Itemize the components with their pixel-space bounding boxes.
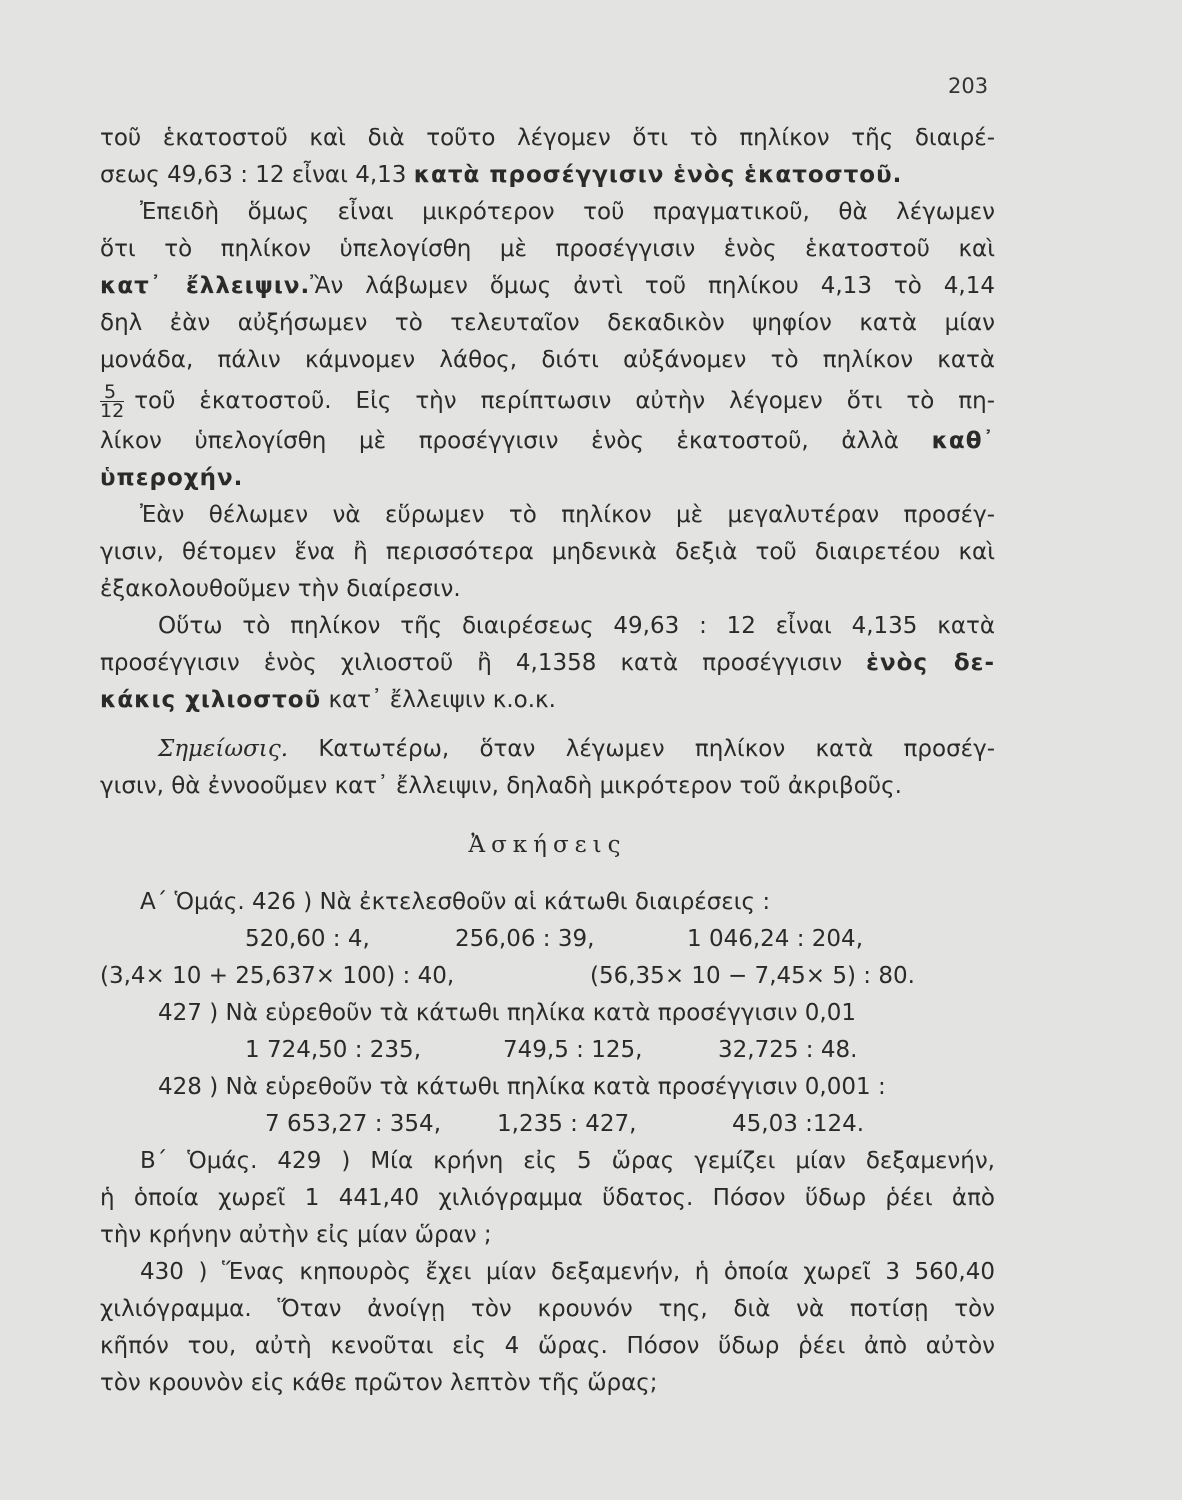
text-line: τὸν κρουνὸν εἰς κάθε πρῶτον λεπτὸν τῆς ὥρας;	[100, 1370, 658, 1396]
text-line: τὴν κρήνην αὐτὴν εἰς μίαν ὥραν ;	[100, 1222, 492, 1248]
paragraph-4	[100, 608, 995, 719]
page-content	[100, 120, 995, 1402]
exercise-428: 428 ) Νὰ εὑρεθοῦν τὰ κάτωθι πηλίκα κατὰ προσέγγισιν 0,001 :	[158, 1074, 886, 1100]
exercise-row	[100, 921, 995, 958]
bold-phrase: κατὰ προσέγγισιν ἑνὸς ἑκατοστοῦ.	[413, 162, 903, 188]
group-b-label: Β΄ Ὁμάς.	[140, 1148, 258, 1174]
paragraph-1	[100, 120, 995, 194]
text-line: κῆπόν του, αὐτὴ κενοῦται εἰς 4 ὥρας. Πόσον ὕδωρ ῥέει ἀπὸ αὐτὸν	[100, 1333, 995, 1359]
note-label: Σημείωσις.	[158, 736, 289, 762]
text-line: ἡ ὁποία χωρεῖ 1 441,40 χιλιόγραμμα ὕδατος. Πόσον ὕδωρ ῥέει ἀπὸ	[100, 1185, 995, 1211]
bold-phrase: ἑνὸς δε-	[866, 650, 996, 676]
exercise-item: 256,06 : 39,	[455, 926, 595, 952]
text-line: ὅτι τὸ πηλίκον ὑπελογίσθη μὲ προσέγγισιν ἑνὸς ἑκατοστοῦ καὶ	[100, 236, 995, 262]
text-line: Ἐὰν θέλωμεν νὰ εὕρωμεν τὸ πηλίκον μὲ μεγαλυτέραν προσέγ-	[140, 502, 995, 528]
text-line: γισιν, θέτομεν ἕνα ἢ περισσότερα μηδενικὰ δεξιὰ τοῦ διαιρετέου καὶ	[100, 539, 995, 565]
exercise-item: 1 724,50 : 235,	[245, 1037, 422, 1063]
text-line: προσέγγισιν ἑνὸς χιλιοστοῦ ἢ 4,1358 κατὰ προσέγγισιν ἑνὸς δε-	[100, 650, 996, 676]
exercise-item: 32,725 : 48.	[718, 1037, 858, 1063]
group-a-label: Α΄ Ὁμάς.	[140, 889, 245, 915]
fraction: $\frac{5}{12}$	[100, 381, 125, 422]
bold-phrase: ὑπεροχήν.	[100, 465, 244, 491]
text-line: Ἐπειδὴ ὅμως εἶναι μικρότερον τοῦ πραγματικοῦ, θὰ λέγωμεν	[140, 199, 995, 225]
exercise-row	[100, 1032, 995, 1069]
exercise-430: 430 ) Ἕνας κηπουρὸς ἔχει μίαν δεξαμενήν, ἡ ὁποία χωρεῖ 3 560,40	[140, 1259, 995, 1285]
note-paragraph	[100, 731, 995, 805]
exercise-426: Α΄ Ὁμάς. 426 ) Νὰ ἐκτελεσθοῦν αἱ κάτωθι διαιρέσεις :	[140, 889, 771, 915]
text-line: λίκον ὑπελογίσθη μὲ προσέγγισιν ἑνὸς ἑκατοστοῦ, ἀλλὰ καθ᾽	[100, 428, 996, 454]
text-line: χιλιόγραμμα. Ὅταν ἀνοίγῃ τὸν κρουνόν της, διὰ νὰ ποτίσῃ τὸν	[100, 1296, 995, 1322]
text-line	[100, 460, 995, 497]
exercise-row	[100, 958, 995, 995]
page-number: 203	[948, 74, 989, 98]
text-line: Σημείωσις. Κατωτέρω, ὅταν λέγωμεν πηλίκον κατὰ προσέγ-	[158, 736, 995, 762]
text-line: $\frac{5}{12}$ τοῦ ἑκατοστοῦ. Εἰς τὴν περίπτωσιν αὐτὴν λέγομεν ὅτι τὸ πη-	[100, 381, 995, 422]
bold-phrase: καθ᾽	[931, 428, 996, 454]
text-line: Οὕτω τὸ πηλίκον τῆς διαιρέσεως 49,63 : 12 εἶναι 4,135 κατὰ	[158, 613, 995, 639]
paragraph-3	[100, 497, 995, 608]
exercise-427: 427 ) Νὰ εὑρεθοῦν τὰ κάτωθι πηλίκα κατὰ προσέγγισιν 0,01	[158, 1000, 857, 1026]
exercise-row	[100, 1106, 995, 1143]
exercise-item: (3,4× 10 + 25,637× 100) : 40,	[100, 963, 455, 989]
exercises-section	[100, 884, 995, 1402]
text-line: κάκις χιλιοστοῦ κατ᾽ ἔλλειψιν κ.ο.κ.	[100, 687, 556, 713]
text-line: μονάδα, πάλιν κάμνομεν λάθος, διότι αὐξάνομεν τὸ πηλίκον κατὰ	[100, 347, 995, 373]
text-line: γισιν, θὰ ἐννοοῦμεν κατ᾽ ἔλλειψιν, δηλαδὴ μικρότερον τοῦ ἀκριβοῦς.	[100, 773, 902, 799]
text-line: τοῦ ἑκατοστοῦ καὶ διὰ τοῦτο λέγομεν ὅτι τὸ πηλίκον τῆς διαιρέ-	[100, 125, 995, 151]
exercise-item: 749,5 : 125,	[503, 1037, 643, 1063]
exercise-item: 7 653,27 : 354,	[265, 1111, 442, 1137]
bold-phrase: κάκις χιλιοστοῦ	[100, 687, 322, 713]
exercise-item: (56,35× 10 − 7,45× 5) : 80.	[590, 963, 915, 989]
exercise-item: 520,60 : 4,	[245, 926, 370, 952]
exercise-429: Β΄ Ὁμάς. 429 ) Μία κρήνη εἰς 5 ὥρας γεμίζει μίαν δεξαμενήν,	[140, 1148, 995, 1174]
bold-phrase: κατ᾽ ἔλλειψιν.	[100, 273, 311, 299]
exercise-item: 1,235 : 427,	[497, 1111, 637, 1137]
paragraph-2	[100, 194, 995, 497]
text-line: κατ᾽ ἔλλειψιν.Ἂν λάβωμεν ὅμως ἀντὶ τοῦ πηλίκου 4,13 τὸ 4,14	[100, 273, 995, 299]
text-line: δηλ ἐὰν αὐξήσωμεν τὸ τελευταῖον δεκαδικὸν ψηφίον κατὰ μίαν	[100, 310, 995, 336]
text-line: ἐξακολουθοῦμεν τὴν διαίρεσιν.	[100, 576, 461, 602]
exercises-heading: Ἀσκήσεις	[468, 832, 627, 858]
exercise-item: 1 046,24 : 204,	[687, 926, 864, 952]
exercise-item: 45,03 :124.	[732, 1111, 865, 1137]
text-line: σεως 49,63 : 12 εἶναι 4,13 κατὰ προσέγγισιν ἑνὸς ἑκατοστοῦ.	[100, 162, 903, 188]
